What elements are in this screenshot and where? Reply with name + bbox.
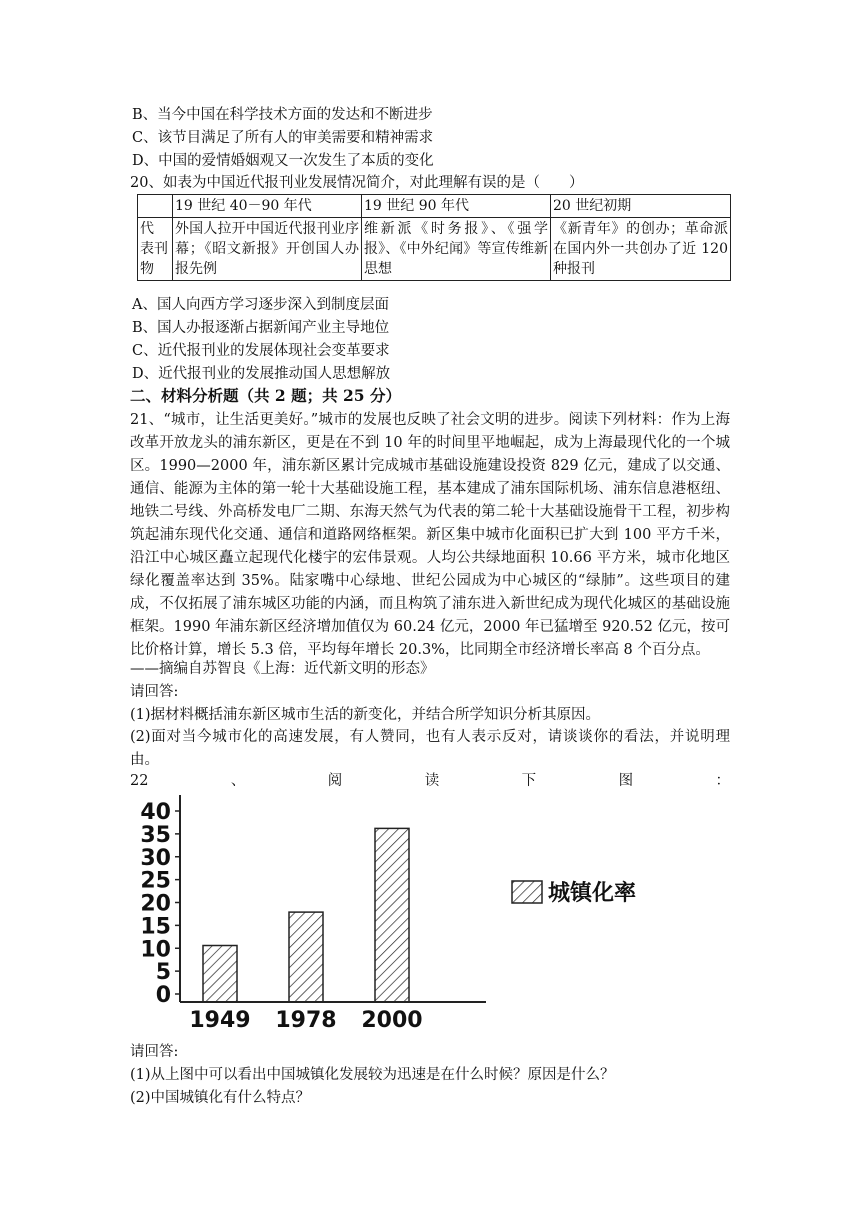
q22-stem-part: 下: [521, 773, 537, 789]
press-table: [137, 194, 731, 281]
q22-stem-part: 图: [618, 773, 634, 789]
y-tick-label: 35: [140, 822, 171, 848]
y-tick-label: 20: [140, 891, 171, 917]
y-tick-label: 10: [140, 937, 171, 963]
q20-option-c: C、近代报刊业的发展体现社会变革要求: [132, 343, 390, 359]
bar: [203, 946, 237, 1002]
q22-stem-part: 22: [130, 773, 149, 789]
table-cell: 维新派《时务报》、《强学报》、《中外纪闻》等宣传维新思想: [362, 218, 551, 281]
q19-option-c: C、该节目满足了所有人的审美需要和精神需求: [132, 130, 434, 146]
table-header-cell: 19 世纪 90 年代: [362, 195, 551, 218]
q20-stem: 20、如表为中国近代报刊业发展情况简介，对此理解有误的是（ ）: [130, 175, 584, 191]
y-tick-label: 0: [155, 983, 171, 1008]
table-header-row: [138, 195, 731, 218]
q21-material: 21、“城市，让生活更美好。”城市的发展也反映了社会文明的进步。阅读下列材料：作为上海改革开放龙头的浦东新区，更是在不到 10 年的时间里平地崛起，成为上海最现代化的一个城区。1990—2000 年，浦东新区累计完成城市基础设施建设投资 829 亿元，建成了以交通、通信、能源为主体的第一轮十大基础设施工程，基本建成了浦东国际机场、浦东信息港枢纽、地铁二号线、外高桥发电厂二期、东海天然气为代表的第二轮十大基础设施骨干工程，初步构筑起浦东现代化交通、通信和道路网络框架。新区集中城市化面积已扩大到 100 平方千米，沿江中心城区矗立起现代化楼宇的宏伟景观。人均公共绿地面积 10.66 平方米，城市化地区绿化覆盖率达到 35%。陆家嘴中心绿地、世纪公园成为中心城区的“绿肺”。这些项目的建成，不仅拓展了浦东城区功能的内涵，而且构筑了浦东进入新世纪成为现代化城区的基础设施框架。1990 年浦东新区经济增加值仅为 60.24 亿元，2000 年已猛增至 920.52 亿元，按可比价格计算，增长 5.3 倍，平均每年增长 20.3%，比同期全市经济增长率高 8 个百分点。: [130, 412, 730, 658]
table-header-cell: 20 世纪初期: [551, 195, 731, 218]
legend-swatch: [512, 881, 542, 903]
y-tick-label: 5: [155, 960, 171, 986]
q21-question-1: (1)据材料概括浦东新区城市生活的新变化，并结合所学知识分析其原因。: [130, 707, 601, 723]
bar: [375, 828, 409, 1002]
table-row-label: 代 表刊物: [138, 218, 173, 281]
q21-prompt: 请回答:: [130, 684, 179, 700]
q20-option-a: A、国人向西方学习逐步深入到制度层面: [132, 297, 389, 313]
bar: [289, 912, 323, 1002]
q22-prompt: 请回答:: [130, 1044, 179, 1060]
y-tick-label: 15: [140, 914, 171, 940]
table-cell: 外国人拉开中国近代报刊业序幕；《昭文新报》开创国人办报先例: [173, 218, 362, 281]
q22-stem-part: 阅: [327, 773, 343, 789]
q20-option-b: B、国人办报逐渐占据新闻产业主导地位: [132, 320, 390, 336]
table-header-cell: [138, 195, 173, 218]
q22-question-1: (1)从上图中可以看出中国城镇化发展较为迅速是在什么时候？原因是什么？: [130, 1067, 615, 1083]
q22-question-2: (2)中国城镇化有什么特点？: [130, 1090, 311, 1106]
q19-option-b: B、当今中国在科学技术方面的发达和不断进步: [132, 107, 433, 123]
q21-source: ——摘编自苏智良《上海：近代新文明的形态》: [130, 661, 435, 677]
q22-stem-part: ：: [715, 773, 730, 789]
x-tick-label: 1949: [189, 1008, 251, 1032]
q22-stem-part: 、: [230, 773, 246, 789]
q21-question-2: (2)面对当今城市化的高速发展，有人赞同，也有人表示反对，请谈谈你的看法，并说明理由。: [130, 729, 730, 768]
q20-option-d: D、近代报刊业的发展推动国人思想解放: [132, 366, 391, 382]
q19-option-d: D、中国的爱情婚姻观又一次发生了本质的变化: [132, 153, 434, 169]
x-tick-label: 2000: [361, 1008, 423, 1032]
section-title: 二、材料分析题（共 2 题；共 25 分）: [130, 386, 401, 405]
table-header-cell: 19 世纪 40－90 年代: [173, 195, 362, 218]
urbanization-chart: [124, 786, 664, 1032]
y-tick-label: 40: [140, 800, 171, 825]
table-cell: 《新青年》的创办；革命派在国内外一共创办了近 120 种报刊: [551, 218, 731, 281]
y-tick-label: 30: [140, 845, 171, 871]
legend-label: 城镇化率: [548, 881, 637, 906]
x-tick-label: 1978: [275, 1008, 337, 1032]
table-row: [138, 218, 731, 281]
y-tick-label: 25: [140, 868, 171, 894]
q22-stem-part: 读: [424, 773, 440, 789]
